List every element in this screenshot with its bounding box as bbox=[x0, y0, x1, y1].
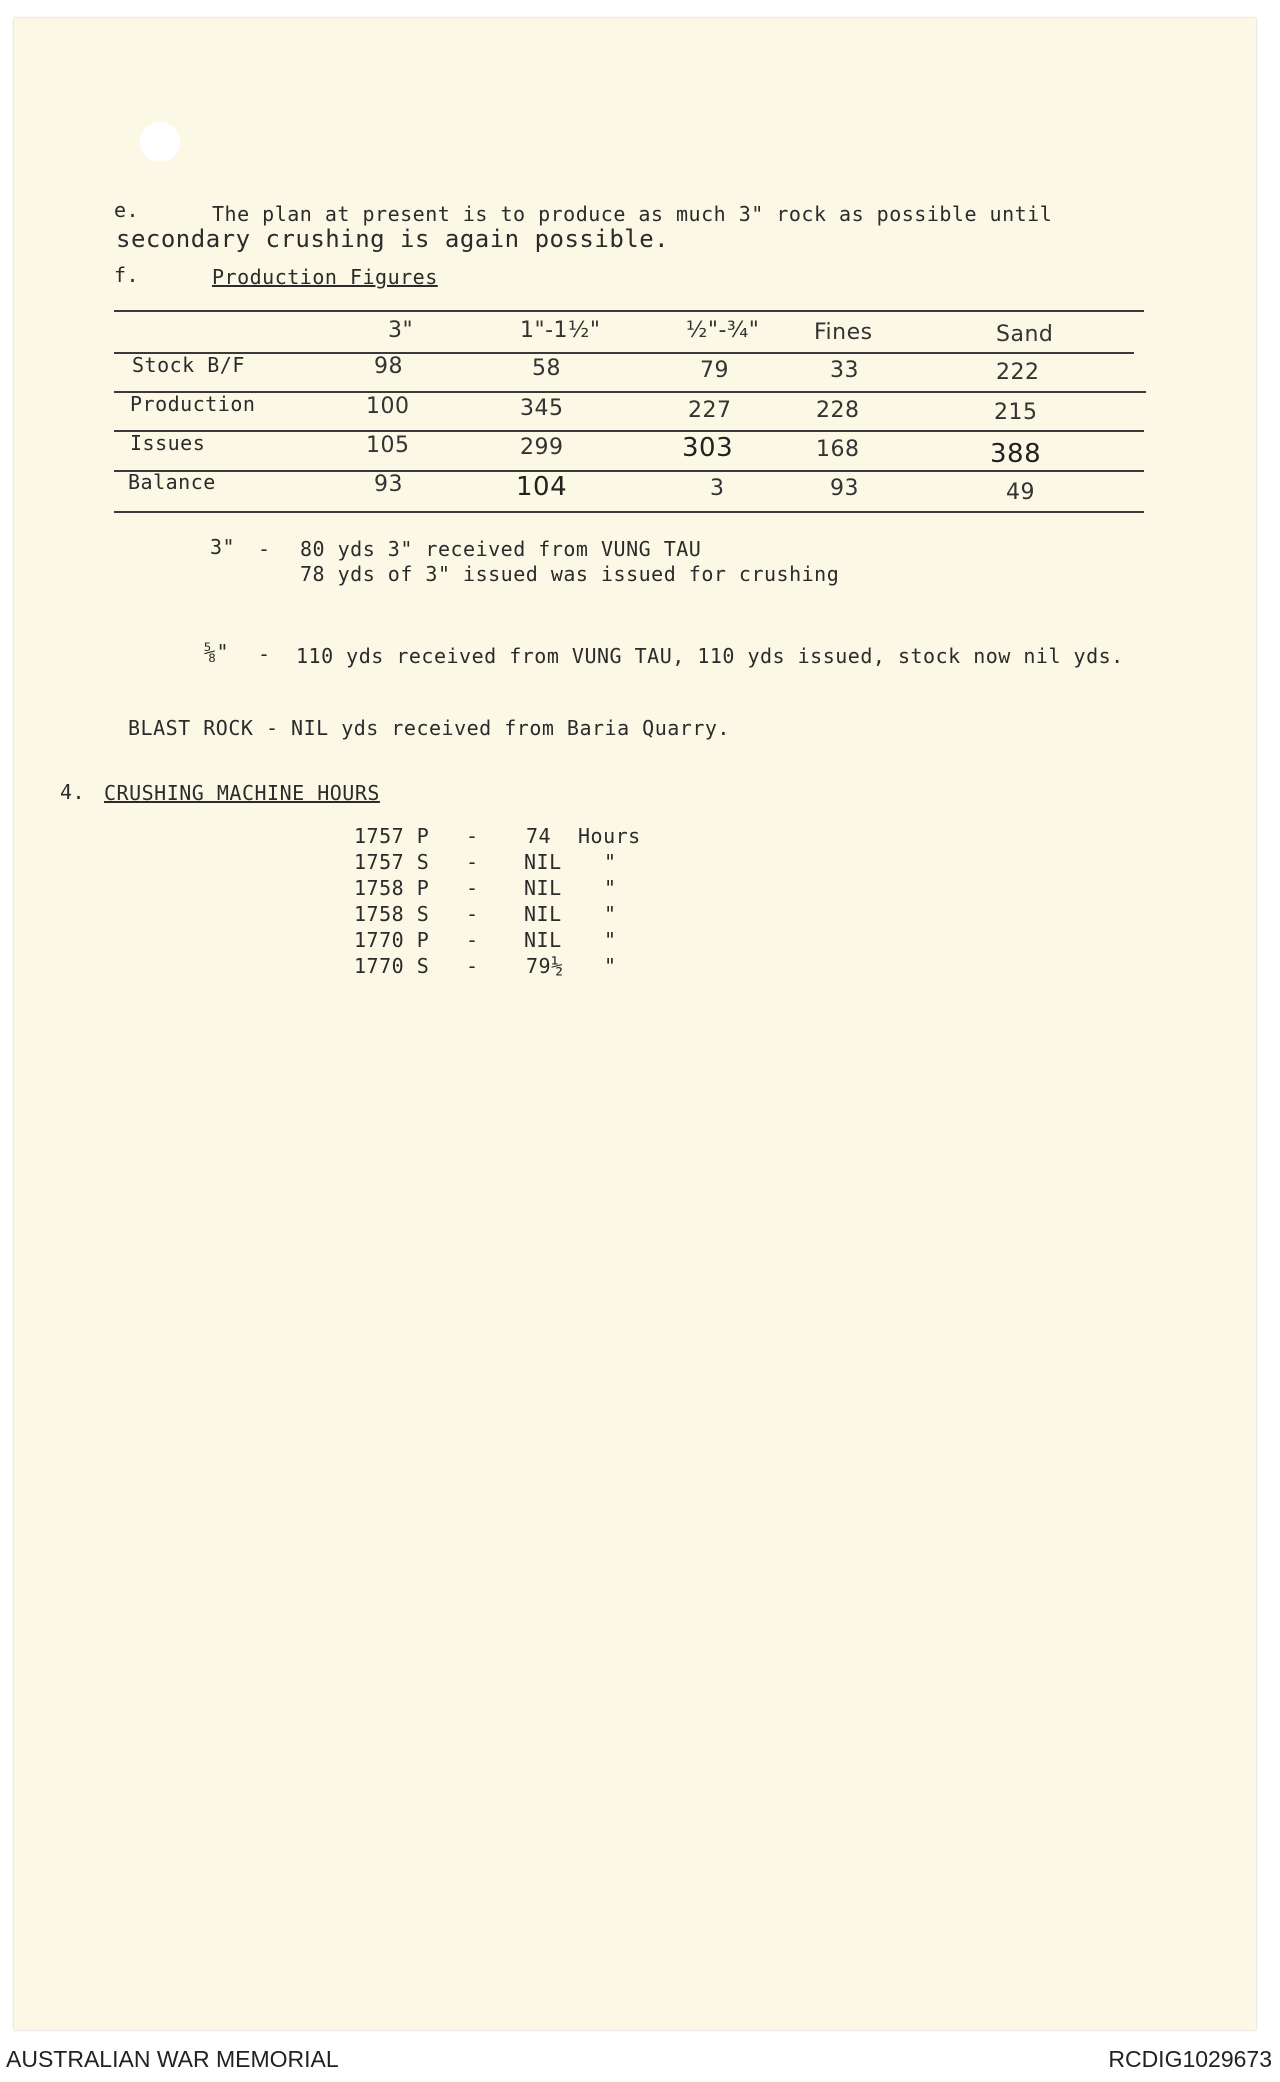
machine-hours: NIL bbox=[524, 902, 562, 926]
note-line: 78 yds of 3" issued was issued for crushing bbox=[300, 562, 840, 586]
table-rule bbox=[114, 511, 1144, 513]
section-e-marker: e. bbox=[114, 198, 140, 222]
machine-id: 1757 P bbox=[354, 824, 430, 848]
hours-unit: " bbox=[604, 928, 617, 952]
machine-hours: 79½ bbox=[526, 954, 564, 978]
machine-dash: - bbox=[466, 902, 479, 926]
table-cell: 345 bbox=[520, 396, 564, 421]
row-label: Balance bbox=[128, 470, 216, 494]
section-f-marker: f. bbox=[114, 263, 140, 287]
machine-dash: - bbox=[466, 824, 479, 848]
machine-dash: - bbox=[466, 850, 479, 874]
note-dash: - bbox=[258, 537, 271, 561]
section-4-heading: CRUSHING MACHINE HOURS bbox=[104, 781, 380, 805]
machine-id: 1758 P bbox=[354, 876, 430, 900]
table-cell: 215 bbox=[994, 400, 1038, 425]
table-cell: 303 bbox=[682, 433, 734, 463]
table-cell: 93 bbox=[374, 472, 403, 497]
note-dash: - bbox=[258, 642, 271, 666]
punch-hole bbox=[140, 122, 180, 162]
machine-dash: - bbox=[466, 928, 479, 952]
table-cell: 49 bbox=[1006, 480, 1035, 505]
table-cell: 58 bbox=[532, 356, 561, 381]
section-f-heading: Production Figures bbox=[212, 265, 438, 289]
footer-archive-name: AUSTRALIAN WAR MEMORIAL bbox=[6, 2046, 339, 2072]
machine-id: 1770 S bbox=[354, 954, 430, 978]
table-cell: 105 bbox=[366, 433, 410, 458]
table-rule bbox=[114, 352, 1134, 354]
table-cell: 3 bbox=[710, 476, 725, 501]
table-cell: 388 bbox=[990, 439, 1042, 469]
note-line: 110 yds received from VUNG TAU, 110 yds issued, stock now nil yds. bbox=[296, 644, 1124, 668]
machine-hours: NIL bbox=[524, 928, 562, 952]
section-e-line1: The plan at present is to produce as much 3" rock as possible until bbox=[212, 202, 1053, 226]
machine-dash: - bbox=[466, 876, 479, 900]
blast-rock-note: BLAST ROCK - NIL yds received from Baria Quarry. bbox=[128, 716, 730, 740]
footer-record-id: RCDIG1029673 bbox=[1108, 2046, 1272, 2072]
row-label: Production bbox=[130, 392, 256, 416]
row-label: Issues bbox=[130, 431, 206, 455]
section-e-line2: secondary crushing is again possible. bbox=[116, 225, 670, 253]
machine-dash: - bbox=[466, 954, 479, 978]
hours-unit: " bbox=[604, 850, 617, 874]
table-cell: 168 bbox=[816, 437, 860, 462]
table-rule bbox=[114, 470, 1144, 472]
table-cell: 93 bbox=[830, 476, 859, 501]
row-label: Stock B/F bbox=[132, 353, 245, 377]
hours-unit: " bbox=[604, 954, 617, 978]
hours-unit: " bbox=[604, 902, 617, 926]
column-header: 3" bbox=[388, 318, 414, 343]
column-header: Sand bbox=[996, 322, 1054, 347]
table-cell: 100 bbox=[366, 394, 410, 419]
column-header: 1"-1½" bbox=[520, 318, 601, 343]
table-cell: 33 bbox=[830, 358, 859, 383]
machine-hours: NIL bbox=[524, 850, 562, 874]
machine-id: 1758 S bbox=[354, 902, 430, 926]
note-size: ⅝" bbox=[204, 640, 230, 664]
document-page bbox=[14, 18, 1256, 2030]
table-cell: 104 bbox=[516, 472, 568, 502]
hours-unit: Hours bbox=[578, 824, 641, 848]
table-cell: 299 bbox=[520, 435, 564, 460]
section-4-number: 4. bbox=[60, 780, 86, 804]
table-cell: 98 bbox=[374, 354, 403, 379]
table-cell: 79 bbox=[700, 358, 729, 383]
table-cell: 227 bbox=[688, 398, 732, 423]
table-cell: 222 bbox=[996, 360, 1040, 385]
machine-hours: 74 bbox=[526, 824, 552, 848]
note-size: 3" bbox=[210, 535, 236, 559]
table-rule bbox=[114, 391, 1146, 393]
machine-id: 1757 S bbox=[354, 850, 430, 874]
table-rule bbox=[114, 430, 1144, 432]
machine-hours: NIL bbox=[524, 876, 562, 900]
machine-id: 1770 P bbox=[354, 928, 430, 952]
table-cell: 228 bbox=[816, 398, 860, 423]
column-header: Fines bbox=[814, 320, 873, 345]
note-line: 80 yds 3" received from VUNG TAU bbox=[300, 537, 702, 561]
table-rule bbox=[114, 310, 1144, 312]
column-header: ½"-¾" bbox=[686, 318, 760, 343]
hours-unit: " bbox=[604, 876, 617, 900]
